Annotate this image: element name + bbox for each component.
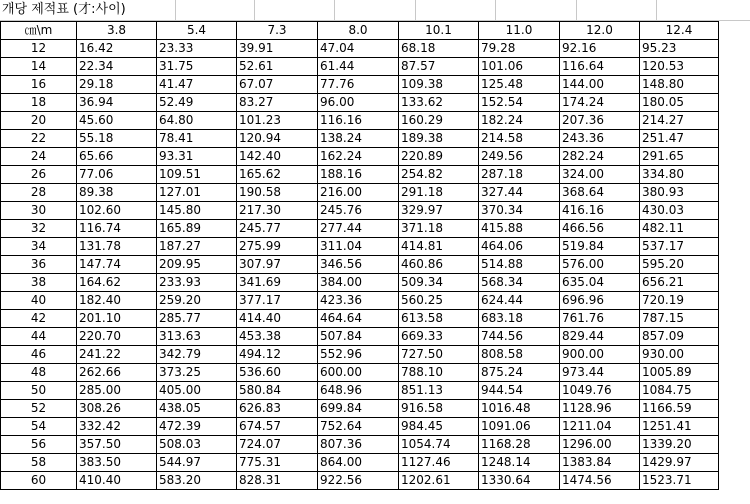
column-header-cell[interactable]: 12.0 xyxy=(560,22,640,40)
value-cell[interactable]: 472.39 xyxy=(157,418,237,436)
value-cell[interactable]: 414.40 xyxy=(237,310,318,328)
value-cell[interactable]: 373.25 xyxy=(157,364,237,382)
value-cell[interactable]: 1091.06 xyxy=(479,418,560,436)
value-cell[interactable]: 92.16 xyxy=(560,40,640,58)
value-cell[interactable]: 357.50 xyxy=(77,436,157,454)
value-cell[interactable]: 828.31 xyxy=(237,472,318,490)
value-cell[interactable]: 808.58 xyxy=(479,346,560,364)
value-cell[interactable]: 83.27 xyxy=(237,94,318,112)
value-cell[interactable]: 216.00 xyxy=(318,184,399,202)
value-cell[interactable]: 464.06 xyxy=(479,238,560,256)
value-cell[interactable]: 116.74 xyxy=(77,220,157,238)
value-cell[interactable]: 464.64 xyxy=(318,310,399,328)
value-cell[interactable]: 1016.48 xyxy=(479,400,560,418)
row-label-cell[interactable]: 24 xyxy=(1,148,77,166)
value-cell[interactable]: 536.60 xyxy=(237,364,318,382)
table-row xyxy=(1,58,719,76)
value-cell[interactable]: 101.23 xyxy=(237,112,318,130)
value-cell[interactable]: 1383.84 xyxy=(560,454,640,472)
value-cell[interactable]: 36.94 xyxy=(77,94,157,112)
value-cell[interactable]: 383.50 xyxy=(77,454,157,472)
table-row xyxy=(1,166,719,184)
value-cell[interactable]: 291.18 xyxy=(399,184,479,202)
table-row xyxy=(1,274,719,292)
table-row xyxy=(1,310,719,328)
table-row xyxy=(1,472,719,490)
value-cell[interactable]: 1166.59 xyxy=(640,400,719,418)
value-cell[interactable]: 89.38 xyxy=(77,184,157,202)
value-cell[interactable]: 127.01 xyxy=(157,184,237,202)
row-label-cell[interactable]: 36 xyxy=(1,256,77,274)
value-cell[interactable]: 55.18 xyxy=(77,130,157,148)
value-cell[interactable]: 96.00 xyxy=(318,94,399,112)
row-label-cell[interactable]: 46 xyxy=(1,346,77,364)
table-row xyxy=(1,94,719,112)
value-cell[interactable]: 174.24 xyxy=(560,94,640,112)
value-cell[interactable]: 87.57 xyxy=(399,58,479,76)
value-cell[interactable]: 45.60 xyxy=(77,112,157,130)
value-cell[interactable]: 600.00 xyxy=(318,364,399,382)
value-cell[interactable]: 635.04 xyxy=(560,274,640,292)
value-cell[interactable]: 120.53 xyxy=(640,58,719,76)
value-cell[interactable]: 182.24 xyxy=(479,112,560,130)
row-label-cell[interactable]: 26 xyxy=(1,166,77,184)
row-label-cell[interactable]: 18 xyxy=(1,94,77,112)
value-cell[interactable]: 370.34 xyxy=(479,202,560,220)
table-row xyxy=(1,76,719,94)
value-cell[interactable]: 68.18 xyxy=(399,40,479,58)
value-cell[interactable]: 508.03 xyxy=(157,436,237,454)
value-cell[interactable]: 324.00 xyxy=(560,166,640,184)
value-cell[interactable]: 251.47 xyxy=(640,130,719,148)
value-cell[interactable]: 275.99 xyxy=(237,238,318,256)
table-row xyxy=(1,40,719,58)
sheet-title[interactable]: 개당 제적표 (才:사이) xyxy=(2,2,126,17)
value-cell[interactable]: 944.54 xyxy=(479,382,560,400)
value-cell[interactable]: 1474.56 xyxy=(560,472,640,490)
value-cell[interactable]: 1523.71 xyxy=(640,472,719,490)
value-cell[interactable]: 29.18 xyxy=(77,76,157,94)
value-cell[interactable]: 466.56 xyxy=(560,220,640,238)
value-cell[interactable]: 973.44 xyxy=(560,364,640,382)
row-label-cell[interactable]: 52 xyxy=(1,400,77,418)
value-cell[interactable]: 120.94 xyxy=(237,130,318,148)
grid-line xyxy=(495,0,496,20)
row-label-cell[interactable]: 32 xyxy=(1,220,77,238)
value-cell[interactable]: 61.44 xyxy=(318,58,399,76)
value-cell[interactable]: 460.86 xyxy=(399,256,479,274)
value-cell[interactable]: 334.80 xyxy=(640,166,719,184)
value-cell[interactable]: 595.20 xyxy=(640,256,719,274)
value-cell[interactable]: 648.96 xyxy=(318,382,399,400)
value-cell[interactable]: 41.47 xyxy=(157,76,237,94)
value-cell[interactable]: 217.30 xyxy=(237,202,318,220)
value-cell[interactable]: 1211.04 xyxy=(560,418,640,436)
value-cell[interactable]: 145.80 xyxy=(157,202,237,220)
value-cell[interactable]: 1248.14 xyxy=(479,454,560,472)
value-cell[interactable]: 410.40 xyxy=(77,472,157,490)
value-cell[interactable]: 346.56 xyxy=(318,256,399,274)
value-cell[interactable]: 807.36 xyxy=(318,436,399,454)
value-cell[interactable]: 79.28 xyxy=(479,40,560,58)
value-cell[interactable]: 308.26 xyxy=(77,400,157,418)
value-cell[interactable]: 514.88 xyxy=(479,256,560,274)
grid-line xyxy=(415,0,416,20)
value-cell[interactable]: 189.38 xyxy=(399,130,479,148)
row-label-cell[interactable]: 56 xyxy=(1,436,77,454)
value-cell[interactable]: 95.23 xyxy=(640,40,719,58)
value-cell[interactable]: 31.75 xyxy=(157,58,237,76)
value-cell[interactable]: 329.97 xyxy=(399,202,479,220)
value-cell[interactable]: 209.95 xyxy=(157,256,237,274)
row-label-cell[interactable]: 20 xyxy=(1,112,77,130)
value-cell[interactable]: 16.42 xyxy=(77,40,157,58)
value-cell[interactable]: 930.00 xyxy=(640,346,719,364)
value-cell[interactable]: 509.34 xyxy=(399,274,479,292)
table-row xyxy=(1,454,719,472)
value-cell[interactable]: 259.20 xyxy=(157,292,237,310)
value-cell[interactable]: 245.76 xyxy=(318,202,399,220)
title-row xyxy=(0,0,750,21)
value-cell[interactable]: 583.20 xyxy=(157,472,237,490)
value-cell[interactable]: 744.56 xyxy=(479,328,560,346)
value-cell[interactable]: 415.88 xyxy=(479,220,560,238)
table-row xyxy=(1,328,719,346)
value-cell[interactable]: 752.64 xyxy=(318,418,399,436)
value-cell[interactable]: 788.10 xyxy=(399,364,479,382)
value-cell[interactable]: 201.10 xyxy=(77,310,157,328)
value-cell[interactable]: 699.84 xyxy=(318,400,399,418)
value-cell[interactable]: 416.16 xyxy=(560,202,640,220)
row-label-cell[interactable]: 14 xyxy=(1,58,77,76)
value-cell[interactable]: 1202.61 xyxy=(399,472,479,490)
value-cell[interactable]: 696.96 xyxy=(560,292,640,310)
value-cell[interactable]: 727.50 xyxy=(399,346,479,364)
value-cell[interactable]: 311.04 xyxy=(318,238,399,256)
value-cell[interactable]: 249.56 xyxy=(479,148,560,166)
value-cell[interactable]: 626.83 xyxy=(237,400,318,418)
value-cell[interactable]: 214.58 xyxy=(479,130,560,148)
value-cell[interactable]: 1251.41 xyxy=(640,418,719,436)
value-cell[interactable]: 423.36 xyxy=(318,292,399,310)
column-header-cell[interactable]: 12.4 xyxy=(640,22,719,40)
value-cell[interactable]: 52.49 xyxy=(157,94,237,112)
value-cell[interactable]: 537.17 xyxy=(640,238,719,256)
value-cell[interactable]: 342.79 xyxy=(157,346,237,364)
value-cell[interactable]: 327.44 xyxy=(479,184,560,202)
value-cell[interactable]: 65.66 xyxy=(77,148,157,166)
table-row xyxy=(1,130,719,148)
value-cell[interactable]: 787.15 xyxy=(640,310,719,328)
value-cell[interactable]: 77.76 xyxy=(318,76,399,94)
value-cell[interactable]: 414.81 xyxy=(399,238,479,256)
row-label-cell[interactable]: 50 xyxy=(1,382,77,400)
row-label-cell[interactable]: 28 xyxy=(1,184,77,202)
value-cell[interactable]: 133.62 xyxy=(399,94,479,112)
row-label-cell[interactable]: 42 xyxy=(1,310,77,328)
value-cell[interactable]: 875.24 xyxy=(479,364,560,382)
value-cell[interactable]: 1049.76 xyxy=(560,382,640,400)
value-cell[interactable]: 220.89 xyxy=(399,148,479,166)
table-row xyxy=(1,436,719,454)
row-label-cell[interactable]: 16 xyxy=(1,76,77,94)
table-row xyxy=(1,382,719,400)
value-cell[interactable]: 674.57 xyxy=(237,418,318,436)
value-cell[interactable]: 243.36 xyxy=(560,130,640,148)
value-cell[interactable]: 341.69 xyxy=(237,274,318,292)
value-cell[interactable]: 761.76 xyxy=(560,310,640,328)
value-cell[interactable]: 245.77 xyxy=(237,220,318,238)
value-cell[interactable]: 613.58 xyxy=(399,310,479,328)
value-cell[interactable]: 313.63 xyxy=(157,328,237,346)
value-cell[interactable]: 656.21 xyxy=(640,274,719,292)
value-cell[interactable]: 182.40 xyxy=(77,292,157,310)
value-cell[interactable]: 131.78 xyxy=(77,238,157,256)
row-label-cell[interactable]: 12 xyxy=(1,40,77,58)
value-cell[interactable]: 64.80 xyxy=(157,112,237,130)
value-cell[interactable]: 254.82 xyxy=(399,166,479,184)
value-cell[interactable]: 101.06 xyxy=(479,58,560,76)
table-row xyxy=(1,256,719,274)
table-row xyxy=(1,400,719,418)
grid-line xyxy=(254,0,255,20)
column-header-cell[interactable]: 8.0 xyxy=(318,22,399,40)
value-cell[interactable]: 277.44 xyxy=(318,220,399,238)
value-cell[interactable]: 241.22 xyxy=(77,346,157,364)
value-cell[interactable]: 147.74 xyxy=(77,256,157,274)
value-cell[interactable]: 560.25 xyxy=(399,292,479,310)
value-cell[interactable]: 109.51 xyxy=(157,166,237,184)
value-cell[interactable]: 371.18 xyxy=(399,220,479,238)
value-cell[interactable]: 916.58 xyxy=(399,400,479,418)
value-cell[interactable]: 164.62 xyxy=(77,274,157,292)
value-cell[interactable]: 188.16 xyxy=(318,166,399,184)
value-cell[interactable]: 864.00 xyxy=(318,454,399,472)
value-cell[interactable]: 78.41 xyxy=(157,130,237,148)
corner-label-cell[interactable]: ㎝\m xyxy=(1,22,77,40)
table-row xyxy=(1,418,719,436)
value-cell[interactable]: 724.07 xyxy=(237,436,318,454)
value-cell[interactable]: 116.16 xyxy=(318,112,399,130)
value-cell[interactable]: 144.00 xyxy=(560,76,640,94)
value-cell[interactable]: 922.56 xyxy=(318,472,399,490)
value-cell[interactable]: 138.24 xyxy=(318,130,399,148)
table-row xyxy=(1,148,719,166)
value-cell[interactable]: 152.54 xyxy=(479,94,560,112)
row-label-cell[interactable]: 58 xyxy=(1,454,77,472)
value-cell[interactable]: 102.60 xyxy=(77,202,157,220)
grid-line xyxy=(334,0,335,20)
value-cell[interactable]: 332.42 xyxy=(77,418,157,436)
value-cell[interactable]: 494.12 xyxy=(237,346,318,364)
table-row xyxy=(1,292,719,310)
value-cell[interactable]: 207.36 xyxy=(560,112,640,130)
value-cell[interactable]: 576.00 xyxy=(560,256,640,274)
value-cell[interactable]: 233.93 xyxy=(157,274,237,292)
value-cell[interactable]: 262.66 xyxy=(77,364,157,382)
value-cell[interactable]: 900.00 xyxy=(560,346,640,364)
value-cell[interactable]: 220.70 xyxy=(77,328,157,346)
value-cell[interactable]: 1429.97 xyxy=(640,454,719,472)
value-cell[interactable]: 52.61 xyxy=(237,58,318,76)
value-cell[interactable]: 482.11 xyxy=(640,220,719,238)
value-cell[interactable]: 1005.89 xyxy=(640,364,719,382)
value-cell[interactable]: 683.18 xyxy=(479,310,560,328)
grid-line xyxy=(656,0,657,20)
value-cell[interactable]: 669.33 xyxy=(399,328,479,346)
value-cell[interactable]: 453.38 xyxy=(237,328,318,346)
table-row xyxy=(1,202,719,220)
value-cell[interactable]: 775.31 xyxy=(237,454,318,472)
value-cell[interactable]: 285.00 xyxy=(77,382,157,400)
value-cell[interactable]: 125.48 xyxy=(479,76,560,94)
row-label-cell[interactable]: 60 xyxy=(1,472,77,490)
value-cell[interactable]: 285.77 xyxy=(157,310,237,328)
value-cell[interactable]: 22.34 xyxy=(77,58,157,76)
value-cell[interactable]: 368.64 xyxy=(560,184,640,202)
value-cell[interactable]: 377.17 xyxy=(237,292,318,310)
value-cell[interactable]: 23.33 xyxy=(157,40,237,58)
value-cell[interactable]: 162.24 xyxy=(318,148,399,166)
value-cell[interactable]: 384.00 xyxy=(318,274,399,292)
table-row xyxy=(1,364,719,382)
value-cell[interactable]: 1296.00 xyxy=(560,436,640,454)
value-cell[interactable]: 580.84 xyxy=(237,382,318,400)
value-cell[interactable]: 67.07 xyxy=(237,76,318,94)
value-cell[interactable]: 165.62 xyxy=(237,166,318,184)
value-cell[interactable]: 438.05 xyxy=(157,400,237,418)
grid-line xyxy=(576,0,577,20)
value-cell[interactable]: 1339.20 xyxy=(640,436,719,454)
row-label-cell[interactable]: 38 xyxy=(1,274,77,292)
column-header-cell[interactable]: 10.1 xyxy=(399,22,479,40)
value-cell[interactable]: 287.18 xyxy=(479,166,560,184)
row-label-cell[interactable]: 34 xyxy=(1,238,77,256)
value-cell[interactable]: 624.44 xyxy=(479,292,560,310)
table-row xyxy=(1,238,719,256)
value-cell[interactable]: 984.45 xyxy=(399,418,479,436)
value-cell[interactable]: 544.97 xyxy=(157,454,237,472)
value-cell[interactable]: 552.96 xyxy=(318,346,399,364)
header-row xyxy=(1,22,719,40)
volume-table xyxy=(0,21,719,490)
value-cell[interactable]: 190.58 xyxy=(237,184,318,202)
value-cell[interactable]: 93.31 xyxy=(157,148,237,166)
row-label-cell[interactable]: 48 xyxy=(1,364,77,382)
value-cell[interactable]: 47.04 xyxy=(318,40,399,58)
value-cell[interactable]: 1084.75 xyxy=(640,382,719,400)
value-cell[interactable]: 380.93 xyxy=(640,184,719,202)
value-cell[interactable]: 1330.64 xyxy=(479,472,560,490)
column-header-cell[interactable]: 7.3 xyxy=(237,22,318,40)
value-cell[interactable]: 1128.96 xyxy=(560,400,640,418)
value-cell[interactable]: 77.06 xyxy=(77,166,157,184)
table-row xyxy=(1,346,719,364)
table-row xyxy=(1,220,719,238)
value-cell[interactable]: 160.29 xyxy=(399,112,479,130)
value-cell[interactable]: 187.27 xyxy=(157,238,237,256)
value-cell[interactable]: 214.27 xyxy=(640,112,719,130)
table-row xyxy=(1,184,719,202)
value-cell[interactable]: 109.38 xyxy=(399,76,479,94)
value-cell[interactable]: 857.09 xyxy=(640,328,719,346)
row-label-cell[interactable]: 40 xyxy=(1,292,77,310)
value-cell[interactable]: 282.24 xyxy=(560,148,640,166)
value-cell[interactable]: 720.19 xyxy=(640,292,719,310)
grid-line xyxy=(175,0,176,20)
value-cell[interactable]: 1127.46 xyxy=(399,454,479,472)
row-label-cell[interactable]: 22 xyxy=(1,130,77,148)
table-row xyxy=(1,112,719,130)
column-header-cell[interactable]: 5.4 xyxy=(157,22,237,40)
value-cell[interactable]: 507.84 xyxy=(318,328,399,346)
value-cell[interactable]: 291.65 xyxy=(640,148,719,166)
value-cell[interactable]: 165.89 xyxy=(157,220,237,238)
value-cell[interactable]: 148.80 xyxy=(640,76,719,94)
value-cell[interactable]: 307.97 xyxy=(237,256,318,274)
column-header-cell[interactable]: 3.8 xyxy=(77,22,157,40)
value-cell[interactable]: 851.13 xyxy=(399,382,479,400)
row-label-cell[interactable]: 30 xyxy=(1,202,77,220)
value-cell[interactable]: 829.44 xyxy=(560,328,640,346)
value-cell[interactable]: 1054.74 xyxy=(399,436,479,454)
value-cell[interactable]: 39.91 xyxy=(237,40,318,58)
value-cell[interactable]: 1168.28 xyxy=(479,436,560,454)
value-cell[interactable]: 568.34 xyxy=(479,274,560,292)
value-cell[interactable]: 142.40 xyxy=(237,148,318,166)
column-header-cell[interactable]: 11.0 xyxy=(479,22,560,40)
value-cell[interactable]: 180.05 xyxy=(640,94,719,112)
row-label-cell[interactable]: 44 xyxy=(1,328,77,346)
value-cell[interactable]: 116.64 xyxy=(560,58,640,76)
value-cell[interactable]: 519.84 xyxy=(560,238,640,256)
value-cell[interactable]: 430.03 xyxy=(640,202,719,220)
row-label-cell[interactable]: 54 xyxy=(1,418,77,436)
value-cell[interactable]: 405.00 xyxy=(157,382,237,400)
